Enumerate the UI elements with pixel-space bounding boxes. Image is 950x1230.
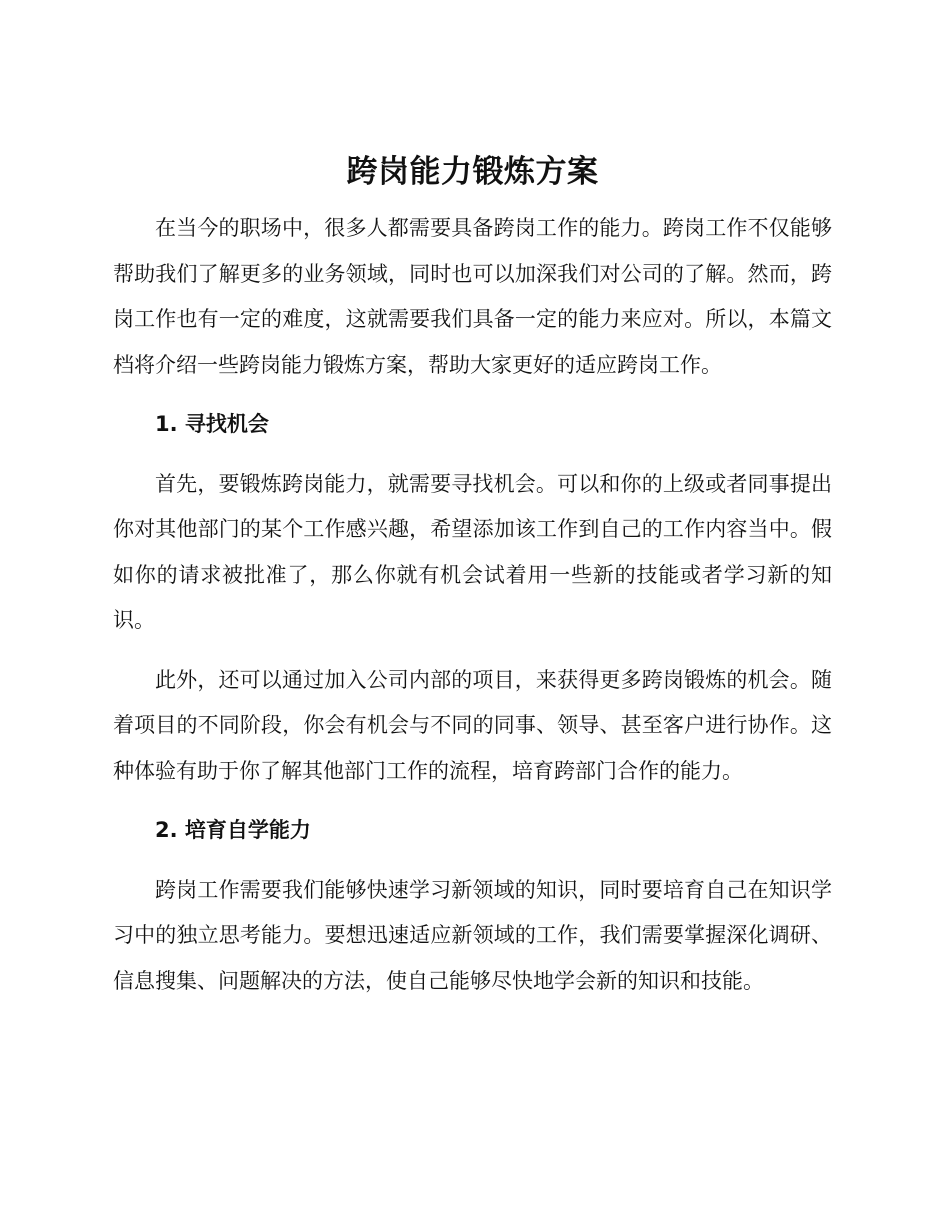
section-heading: 2. 培育自学能力 (155, 818, 311, 842)
section-paragraph: 此外，还可以通过加入公司内部的项目，来获得更多跨岗锻炼的机会。随着项目的不同阶段，你会有机会与不同的同事、领导、甚至客户进行协作。这种体验有助于你了解其他部门工作的流程，培育跨部门合作的能力。 (113, 667, 832, 783)
section-heading: 1. 寻找机会 (155, 412, 269, 436)
section-find-opportunity (113, 402, 832, 794)
section-paragraph: 首先，要锻炼跨岗能力，就需要寻找机会。可以和你的上级或者同事提出你对其他部门的某个工作感兴趣，希望添加该工作到自己的工作内容当中。假如你的请求被批准了，那么你就有机会试着用一些新的技能或者学习新的知识。 (113, 471, 832, 632)
intro-paragraph: 在当今的职场中，很多人都需要具备跨岗工作的能力。跨岗工作不仅能够帮助我们了解更多的业务领域，同时也可以加深我们对公司的了解。然而，跨岗工作也有一定的难度，这就需要我们具备一定的能力来应对。所以，本篇文档将介绍一些跨岗能力锻炼方案，帮助大家更好的适应跨岗工作。 (113, 216, 832, 377)
section-self-learning (113, 808, 832, 1004)
document-title: 跨岗能力锻炼方案 (346, 154, 599, 190)
section-paragraph: 跨岗工作需要我们能够快速学习新领域的知识，同时要培育自己在知识学习中的独立思考能力。要想迅速适应新领域的工作，我们需要掌握深化调研、信息搜集、问题解决的方法，使自己能够尽快地学会新的知识和技能。 (113, 877, 832, 993)
